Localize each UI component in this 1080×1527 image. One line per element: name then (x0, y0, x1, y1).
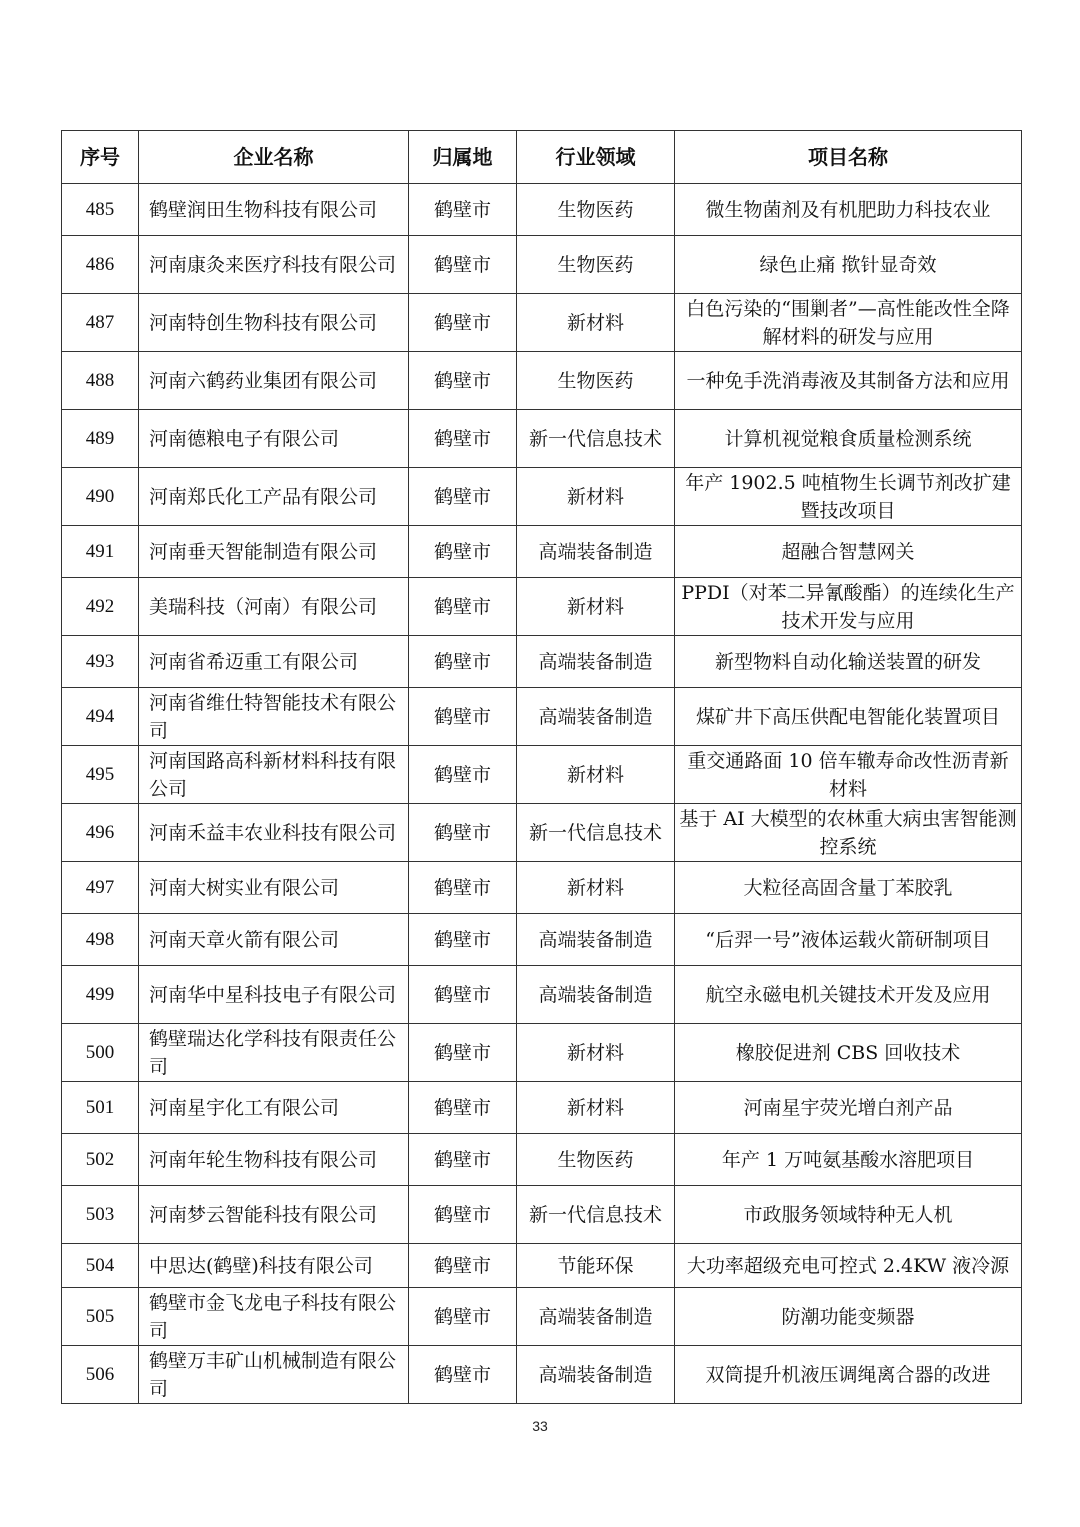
location-cell: 鹤壁市 (409, 352, 517, 410)
project-cell: PPDI（对苯二异氰酸酯）的连续化生产技术开发与应用 (675, 578, 1022, 636)
company-cell: 河南天章火箭有限公司 (139, 914, 409, 966)
company-cell: 河南康灸来医疗科技有限公司 (139, 236, 409, 294)
table-row (62, 410, 1022, 468)
table-row (62, 862, 1022, 914)
company-cell: 鹤壁润田生物科技有限公司 (139, 184, 409, 236)
project-cell: 双筒提升机液压调绳离合器的改进 (675, 1346, 1022, 1404)
industry-cell: 新一代信息技术 (517, 410, 675, 468)
company-cell: 河南年轮生物科技有限公司 (139, 1134, 409, 1186)
serial-cell: 488 (62, 352, 139, 410)
serial-cell: 505 (62, 1288, 139, 1346)
header-location: 归属地 (409, 131, 517, 184)
table-row (62, 578, 1022, 636)
project-cell: 年产 1 万吨氨基酸水溶肥项目 (675, 1134, 1022, 1186)
industry-cell: 新材料 (517, 578, 675, 636)
industry-cell: 新材料 (517, 746, 675, 804)
company-cell: 鹤壁瑞达化学科技有限责任公司 (139, 1024, 409, 1082)
table-row (62, 966, 1022, 1024)
company-cell: 河南华中星科技电子有限公司 (139, 966, 409, 1024)
location-cell: 鹤壁市 (409, 578, 517, 636)
serial-cell: 487 (62, 294, 139, 352)
serial-cell: 499 (62, 966, 139, 1024)
company-cell: 河南省维仕特智能技术有限公司 (139, 688, 409, 746)
company-cell: 中思达(鹤壁)科技有限公司 (139, 1244, 409, 1288)
project-cell: 新型物料自动化输送装置的研发 (675, 636, 1022, 688)
serial-cell: 503 (62, 1186, 139, 1244)
company-cell: 河南大树实业有限公司 (139, 862, 409, 914)
table-row (62, 636, 1022, 688)
table-row (62, 184, 1022, 236)
serial-cell: 491 (62, 526, 139, 578)
industry-cell: 生物医药 (517, 184, 675, 236)
serial-cell: 506 (62, 1346, 139, 1404)
location-cell: 鹤壁市 (409, 1134, 517, 1186)
table-row (62, 1186, 1022, 1244)
company-cell: 河南梦云智能科技有限公司 (139, 1186, 409, 1244)
project-cell: 大功率超级充电可控式 2.4KW 液冷源 (675, 1244, 1022, 1288)
project-cell: 河南星宇荧光增白剂产品 (675, 1082, 1022, 1134)
project-cell: 计算机视觉粮食质量检测系统 (675, 410, 1022, 468)
industry-cell: 新材料 (517, 468, 675, 526)
page-number: 33 (532, 1418, 548, 1434)
company-cell: 河南六鹤药业集团有限公司 (139, 352, 409, 410)
project-cell: 航空永磁电机关键技术开发及应用 (675, 966, 1022, 1024)
industry-cell: 高端装备制造 (517, 914, 675, 966)
location-cell: 鹤壁市 (409, 184, 517, 236)
location-cell: 鹤壁市 (409, 636, 517, 688)
location-cell: 鹤壁市 (409, 410, 517, 468)
table-row (62, 746, 1022, 804)
industry-cell: 高端装备制造 (517, 1346, 675, 1404)
location-cell: 鹤壁市 (409, 1346, 517, 1404)
company-cell: 鹤壁万丰矿山机械制造有限公司 (139, 1346, 409, 1404)
industry-cell: 新材料 (517, 294, 675, 352)
table-row (62, 1024, 1022, 1082)
location-cell: 鹤壁市 (409, 1082, 517, 1134)
serial-cell: 497 (62, 862, 139, 914)
company-cell: 美瑞科技（河南）有限公司 (139, 578, 409, 636)
project-cell: 防潮功能变频器 (675, 1288, 1022, 1346)
serial-cell: 502 (62, 1134, 139, 1186)
location-cell: 鹤壁市 (409, 468, 517, 526)
company-cell: 河南省希迈重工有限公司 (139, 636, 409, 688)
serial-cell: 495 (62, 746, 139, 804)
header-industry: 行业领域 (517, 131, 675, 184)
company-cell: 河南特创生物科技有限公司 (139, 294, 409, 352)
industry-cell: 新一代信息技术 (517, 1186, 675, 1244)
project-cell: 煤矿井下高压供配电智能化装置项目 (675, 688, 1022, 746)
location-cell: 鹤壁市 (409, 746, 517, 804)
serial-cell: 504 (62, 1244, 139, 1288)
industry-cell: 生物医药 (517, 352, 675, 410)
industry-cell: 高端装备制造 (517, 688, 675, 746)
location-cell: 鹤壁市 (409, 526, 517, 578)
project-cell: 超融合智慧网关 (675, 526, 1022, 578)
serial-cell: 492 (62, 578, 139, 636)
project-cell: 大粒径高固含量丁苯胶乳 (675, 862, 1022, 914)
industry-cell: 新材料 (517, 1024, 675, 1082)
table-row (62, 236, 1022, 294)
table-row (62, 468, 1022, 526)
industry-cell: 高端装备制造 (517, 966, 675, 1024)
project-cell: 市政服务领域特种无人机 (675, 1186, 1022, 1244)
industry-cell: 节能环保 (517, 1244, 675, 1288)
serial-cell: 493 (62, 636, 139, 688)
industry-cell: 高端装备制造 (517, 526, 675, 578)
project-cell: 绿色止痛 揿针显奇效 (675, 236, 1022, 294)
serial-cell: 485 (62, 184, 139, 236)
project-cell: 一种免手洗消毒液及其制备方法和应用 (675, 352, 1022, 410)
location-cell: 鹤壁市 (409, 804, 517, 862)
location-cell: 鹤壁市 (409, 236, 517, 294)
industry-cell: 生物医药 (517, 1134, 675, 1186)
industry-cell: 高端装备制造 (517, 636, 675, 688)
table-body (62, 184, 1022, 1404)
table-row (62, 1082, 1022, 1134)
location-cell: 鹤壁市 (409, 1244, 517, 1288)
location-cell: 鹤壁市 (409, 966, 517, 1024)
serial-cell: 490 (62, 468, 139, 526)
project-table (61, 130, 1022, 1404)
company-cell: 河南郑氏化工产品有限公司 (139, 468, 409, 526)
header-serial: 序号 (62, 131, 139, 184)
industry-cell: 生物医药 (517, 236, 675, 294)
serial-cell: 500 (62, 1024, 139, 1082)
industry-cell: 新材料 (517, 862, 675, 914)
location-cell: 鹤壁市 (409, 688, 517, 746)
header-project: 项目名称 (675, 131, 1022, 184)
location-cell: 鹤壁市 (409, 1288, 517, 1346)
company-cell: 河南垂天智能制造有限公司 (139, 526, 409, 578)
table-row (62, 688, 1022, 746)
serial-cell: 486 (62, 236, 139, 294)
table-row (62, 1244, 1022, 1288)
industry-cell: 新材料 (517, 1082, 675, 1134)
table-row (62, 914, 1022, 966)
table-row (62, 526, 1022, 578)
serial-cell: 496 (62, 804, 139, 862)
location-cell: 鹤壁市 (409, 1024, 517, 1082)
serial-cell: 494 (62, 688, 139, 746)
project-cell: 橡胶促进剂 CBS 回收技术 (675, 1024, 1022, 1082)
serial-cell: 498 (62, 914, 139, 966)
table-row (62, 294, 1022, 352)
industry-cell: 高端装备制造 (517, 1288, 675, 1346)
location-cell: 鹤壁市 (409, 1186, 517, 1244)
table-row (62, 804, 1022, 862)
industry-cell: 新一代信息技术 (517, 804, 675, 862)
company-cell: 河南禾益丰农业科技有限公司 (139, 804, 409, 862)
location-cell: 鹤壁市 (409, 914, 517, 966)
table-row (62, 352, 1022, 410)
location-cell: 鹤壁市 (409, 862, 517, 914)
project-cell: 微生物菌剂及有机肥助力科技农业 (675, 184, 1022, 236)
project-cell: 重交通路面 10 倍车辙寿命改性沥青新材料 (675, 746, 1022, 804)
project-cell: “后羿一号”液体运载火箭研制项目 (675, 914, 1022, 966)
project-cell: 白色污染的“围剿者”—高性能改性全降解材料的研发与应用 (675, 294, 1022, 352)
project-cell: 基于 AI 大模型的农林重大病虫害智能测控系统 (675, 804, 1022, 862)
serial-cell: 489 (62, 410, 139, 468)
company-cell: 河南星宇化工有限公司 (139, 1082, 409, 1134)
table-row (62, 1346, 1022, 1404)
company-cell: 鹤壁市金飞龙电子科技有限公司 (139, 1288, 409, 1346)
company-cell: 河南国路高科新材料科技有限公司 (139, 746, 409, 804)
header-company: 企业名称 (139, 131, 409, 184)
project-cell: 年产 1902.5 吨植物生长调节剂改扩建暨技改项目 (675, 468, 1022, 526)
company-cell: 河南德粮电子有限公司 (139, 410, 409, 468)
location-cell: 鹤壁市 (409, 294, 517, 352)
table-row (62, 1134, 1022, 1186)
table-row (62, 1288, 1022, 1346)
serial-cell: 501 (62, 1082, 139, 1134)
header-row (62, 131, 1022, 184)
